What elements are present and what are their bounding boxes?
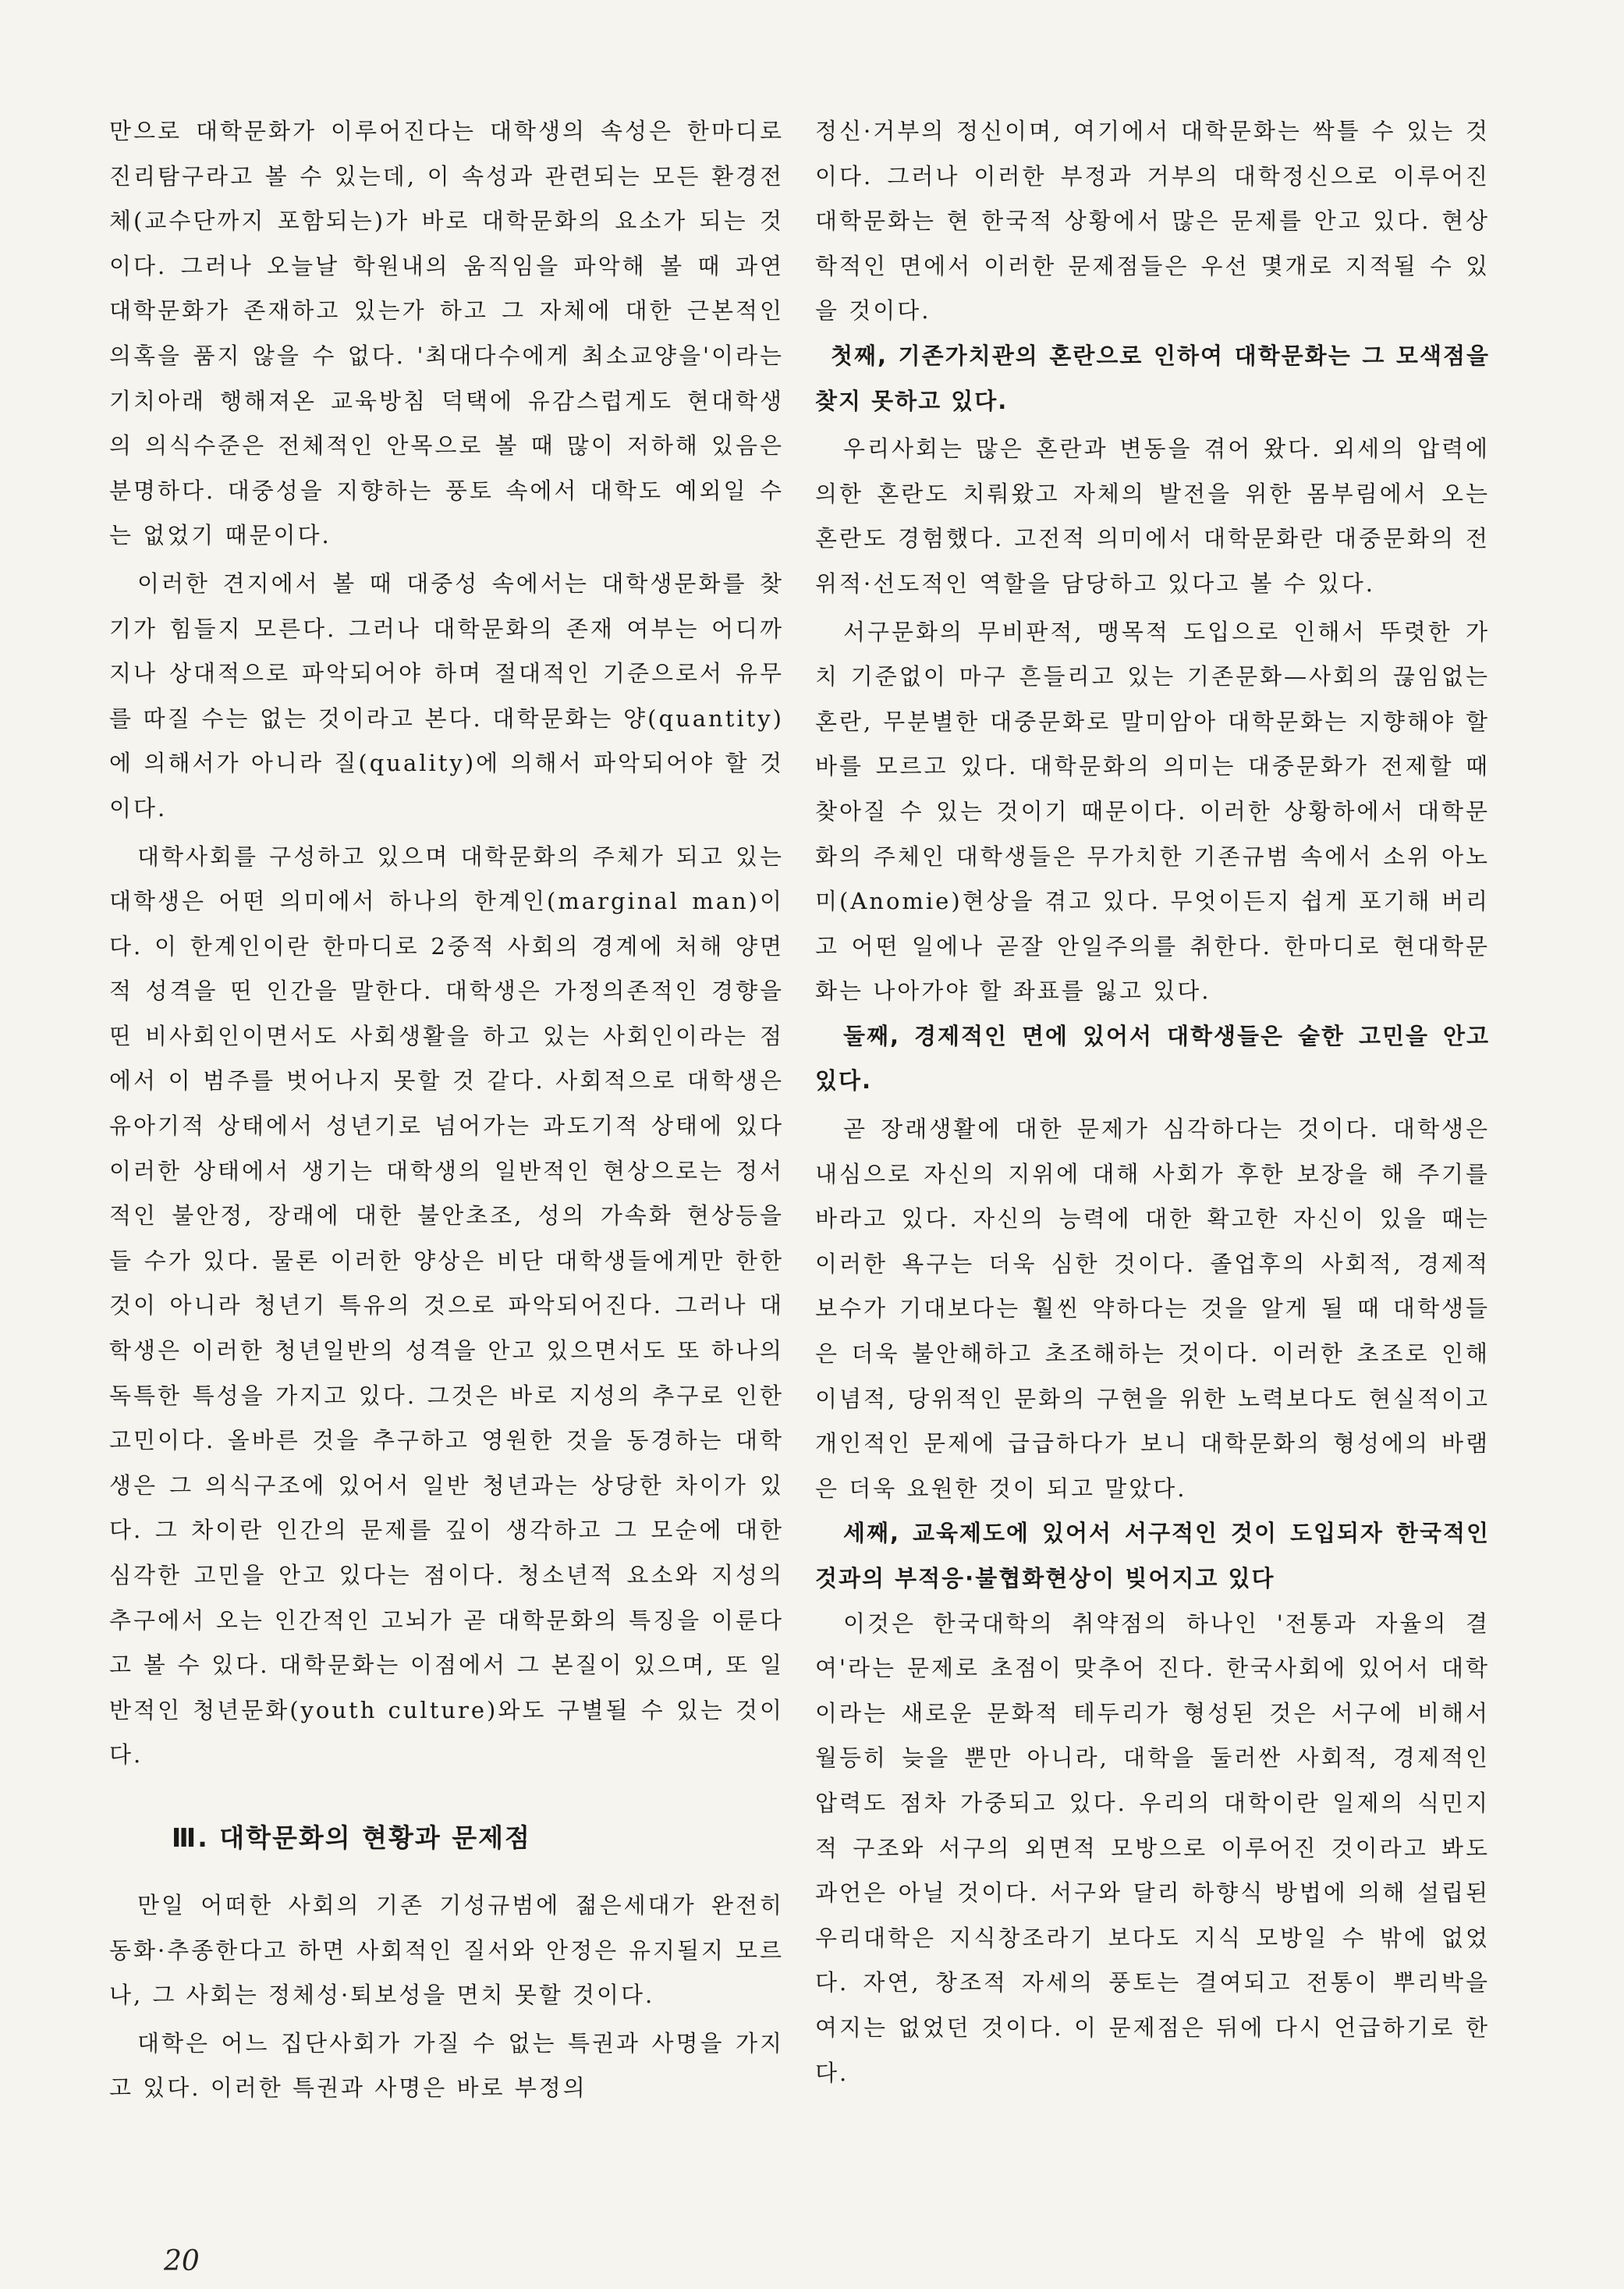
paragraph: 곧 장래생활에 대한 문제가 심각하다는 것이다. 대학생은 내심으로 자신의 지위에 대해 사회가 후한 보장을 해 주기를 바라고 있다. 자신의 능력에 대한 확고한 자신이 있을 때는 이러한 욕구는 더욱 심한 것이다. 졸업후의 사회적, 경제적 보수가 기대보다는 훨씬 약하다는 것을 알게 될 때 대학생들은 더욱 불안해하고 초조해하는 것이다. 이러한 초조로 인해 이념적, 당위적인 문화의 구현을 위한 노력보다도 현실적이고 개인적인 문제에 급급하다가 보니 대학문화의 형성에의 바램은 더욱 요원한 것이 되고 말았다.: [815, 1116, 1490, 1502]
right-column: [815, 109, 1490, 2096]
paragraph: 이것은 한국대학의 취약점의 하나인 '전통과 자율의 결여'라는 문제로 초점이 맞추어 진다. 한국사회에 있어서 대학이라는 새로운 문화적 테두리가 형성된 것은 서구에 비해서 월등히 늦을 뿐만 아니라, 대학을 둘러싼 사회적, 경제적인 압력도 점차 가중되고 있다. 우리의 대학이란 일제의 식민지적 구조와 서구의 외면적 모방으로 이루어진 것이라고 봐도 과언은 아닐 것이다. 서구와 달리 하향식 방법에 의해 설립된 우리대학은 지식창조라기 보다도 지식 모방일 수 밖에 없었다. 자연, 창조적 자세의 풍토는 결여되고 전통이 뿌리박을 여지는 없었던 것이다. 이 문제점은 뒤에 다시 언급하기로 한다.: [815, 1609, 1490, 2086]
paragraph: 우리사회는 많은 혼란과 변동을 겪어 왔다. 외세의 압력에 의한 혼란도 치뤄왔고 자체의 발전을 위한 몸부림에서 오는 혼란도 경험했다. 고전적 의미에서 대학문화란 대중문화의 전위적·선도적인 역할을 담당하고 있다고 볼 수 있다.: [815, 435, 1490, 597]
section-heading: Ⅲ. 대학문화의 현황과 문제점: [172, 1822, 531, 1853]
paragraph: 만일 어떠한 사회의 기존 기성규범에 젊은세대가 완전히 동화·추종한다고 하면 사회적인 질서와 안정은 유지될지 모르나, 그 사회는 정체성·퇴보성을 면치 못할 것이다.: [109, 1891, 784, 2009]
point-heading-third: 세째, 교육제도에 있어서 서구적인 것이 도입되자 한국적인 것과의 부적응·불협화현상이 빚어지고 있다: [815, 1520, 1490, 1592]
page-number: 20: [164, 2245, 200, 2277]
paragraph: 만으로 대학문화가 이루어진다는 대학생의 속성은 한마디로 진리탐구라고 볼 수 있는데, 이 속성과 관련되는 모든 환경전체(교수단까지 포함되는)가 바로 대학문화의 요소가 되는 것이다. 그러나 오늘날 학원내의 움직임을 파악해 볼 때 과연 대학문화가 존재하고 있는가 하고 그 자체에 대한 근본적인 의혹을 품지 않을 수 없다. '최대다수에게 최소교양을'이라는 기치아래 행해져온 교육방침 덕택에 유감스럽게도 현대학생의 의식수준은 전체적인 안목으로 볼 때 많이 저하해 있음은 분명하다. 대중성을 지향하는 풍토 속에서 대학도 예외일 수는 없었기 때문이다.: [109, 118, 784, 549]
point-heading-second: 둘째, 경제적인 면에 있어서 대학생들은 숱한 고민을 안고 있다.: [815, 1022, 1490, 1095]
paragraph: 이러한 견지에서 볼 때 대중성 속에서는 대학생문화를 찾기가 힘들지 모른다. 그러나 대학문화의 존재 여부는 어디까지나 상대적으로 파악되어야 하며 절대적인 기준으로서 유무를 따질 수는 없는 것이라고 본다. 대학문화는 양(quantity)에 의해서가 아니라 질(quality)에 의해서 파악되어야 할 것이다.: [109, 570, 784, 822]
paragraph: 대학사회를 구성하고 있으며 대학문화의 주체가 되고 있는 대학생은 어떤 의미에서 하나의 한계인(marginal man)이다. 이 한계인이란 한마디로 2중적 사회의 경계에 처해 양면적 성격을 띤 인간을 말한다. 대학생은 가정의존적인 경향을 띤 비사회인이면서도 사회생활을 하고 있는 사회인이라는 점에서 이 범주를 벗어나지 못할 것 같다. 사회적으로 대학생은 유아기적 상태에서 성년기로 넘어가는 과도기적 상태에 있다 이러한 상태에서 생기는 대학생의 일반적인 현상으로는 정서적인 불안정, 장래에 대한 불안초조, 성의 가속화 현상등을 들 수가 있다. 물론 이러한 양상은 비단 대학생들에게만 한한 것이 아니라 청년기 특유의 것으로 파악되어진다. 그러나 대학생은 이러한 청년일반의 성격을 안고 있으면서도 또 하나의 독특한 특성을 가지고 있다. 그것은 바로 지성의 추구로 인한 고민이다. 올바른 것을 추구하고 영원한 것을 동경하는 대학생은 그 의식구조에 있어서 일반 청년과는 상당한 차이가 있다. 그 차이란 인간의 문제를 깊이 생각하고 그 모순에 대한 심각한 고민을 안고 있다는 점이다. 청소년적 요소와 지성의 추구에서 오는 인간적인 고뇌가 곧 대학문화의 특징을 이룬다고 볼 수 있다. 대학문화는 이점에서 그 본질이 있으며, 또 일반적인 청년문화(youth culture)와도 구별될 수 있는 것이다.: [109, 843, 784, 1769]
paragraph: 서구문화의 무비판적, 맹목적 도입으로 인해서 뚜렷한 가치 기준없이 마구 흔들리고 있는 기존문화—사회의 끊임없는 혼란, 무분별한 대중문화로 말미암아 대학문화는 지향해야 할 바를 모르고 있다. 대학문화의 의미는 대중문화가 전제할 때 찾아질 수 있는 것이기 때문이다. 이러한 상황하에서 대학문화의 주체인 대학생들은 무가치한 기존규범 속에서 소위 아노미(Anomie)현상을 겪고 있다. 무엇이든지 쉽게 포기해 버리고 어떤 일에나 곧잘 안일주의를 취한다. 한마디로 현대학문화는 나아가야 할 좌표를 잃고 있다.: [815, 618, 1490, 1005]
paragraph: 정신·거부의 정신이며, 여기에서 대학문화는 싹틀 수 있는 것이다. 그러나 이러한 부정과 거부의 대학정신으로 이루어진 대학문화는 현 한국적 상황에서 많은 문제를 안고 있다. 현상학적인 면에서 이러한 문제점들은 우선 몇개로 지적될 수 있을 것이다.: [815, 118, 1490, 325]
paragraph: 대학은 어느 집단사회가 가질 수 없는 특권과 사명을 가지고 있다. 이러한 특권과 사명은 바로 부정의: [109, 2029, 784, 2102]
left-column: [109, 109, 784, 2111]
point-heading-first: 첫째, 기존가치관의 혼란으로 인하여 대학문화는 그 모색점을 찾지 못하고 있다.: [815, 342, 1490, 414]
